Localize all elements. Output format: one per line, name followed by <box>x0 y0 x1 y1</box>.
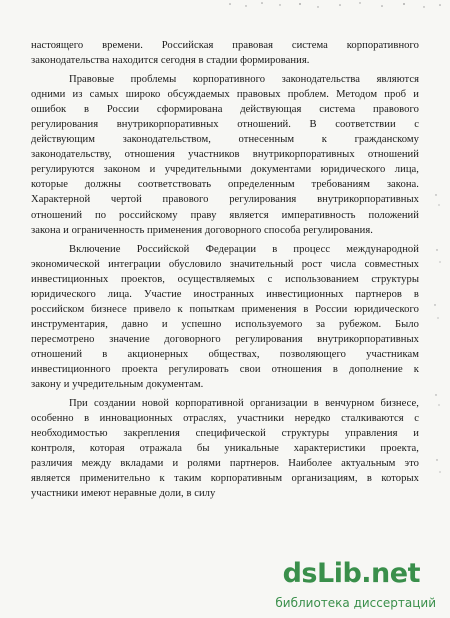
text-line: закону и учредительным документам. <box>31 379 204 391</box>
watermark-subtitle: библиотека диссертаций <box>275 596 436 610</box>
text-line: контроля, которая отражала бы уникальные характеристики проекта, <box>31 443 419 455</box>
text-line: юридического лица. Участие иностранных инвестиционных партнеров в <box>31 288 419 300</box>
text-line: законодательства находится сегодня в стадии формирования. <box>31 55 310 67</box>
text-line: пересмотрено значение договорного регулирования внутрикорпоративных <box>31 333 419 345</box>
text-line: инструментария, давно и успешно используемого за рубежом. Было <box>31 318 419 330</box>
text-line: участники имеют неравные доли, в силу <box>31 488 216 500</box>
text-line: особенно в инновационных отраслях, участники нередко сталкиваются с <box>31 413 419 425</box>
document-text <box>31 38 419 501</box>
text-line: Правовые проблемы корпоративного законодательства являются <box>69 74 419 86</box>
text-line: Включение Российской Федерации в процесс международной <box>69 243 419 255</box>
text-line: При создании новой корпоративной организации в венчурном бизнесе, <box>69 398 419 410</box>
text-line: является применительно к таким корпоративным организациям, в которых <box>31 473 419 485</box>
watermark-logo: dsLib.net <box>282 558 420 589</box>
text-line: одними из самых широко обсуждаемых правовых проблем. Методом проб и <box>31 89 419 101</box>
text-line: инвестиционных проектов, осуществляемых с использованием структуры <box>31 273 419 285</box>
text-line: необходимостью закрепления специфической структуры управления и <box>31 428 419 440</box>
text-line: отношений в акционерных обществах, позволяющего участникам <box>31 348 419 360</box>
text-line: экономической интеграции обусловило значительный рост числа совместных <box>31 258 419 270</box>
text-line: Характерной чертой правового регулирования внутрикорпоративных <box>31 194 419 206</box>
text-line: ошибок в России сформирована действующая система правового <box>31 104 419 116</box>
dslib-watermark <box>252 554 442 612</box>
text-line: различия между вкладами и ролями партнеров. Наиболее актуальным это <box>31 458 419 470</box>
text-line: действующим законодательством, отнесенным к гражданскому <box>31 134 419 146</box>
text-line: законодательству, отношения участников внутрикорпоративных отношений <box>31 149 419 161</box>
text-line: регулируются законом и учредительными документами юридического лица, <box>31 164 419 176</box>
text-line: инвестиционного проекта регулировать свои отношения в дополнение к <box>31 363 419 375</box>
text-line: отношений по российскому праву является императивность положений <box>31 209 419 221</box>
text-line: настоящего времени. Российская правовая система корпоративного <box>31 40 419 51</box>
text-line: которые должны соответствовать определенным требованиям закона. <box>31 179 419 191</box>
text-line: российском бизнесе привело к попыткам применения в России юридического <box>31 303 419 315</box>
text-line: закона и ограниченность применения договорного способа регулирования. <box>31 224 373 236</box>
text-line: регулирования внутрикорпоративных отношений. В соответствии с <box>31 119 419 131</box>
